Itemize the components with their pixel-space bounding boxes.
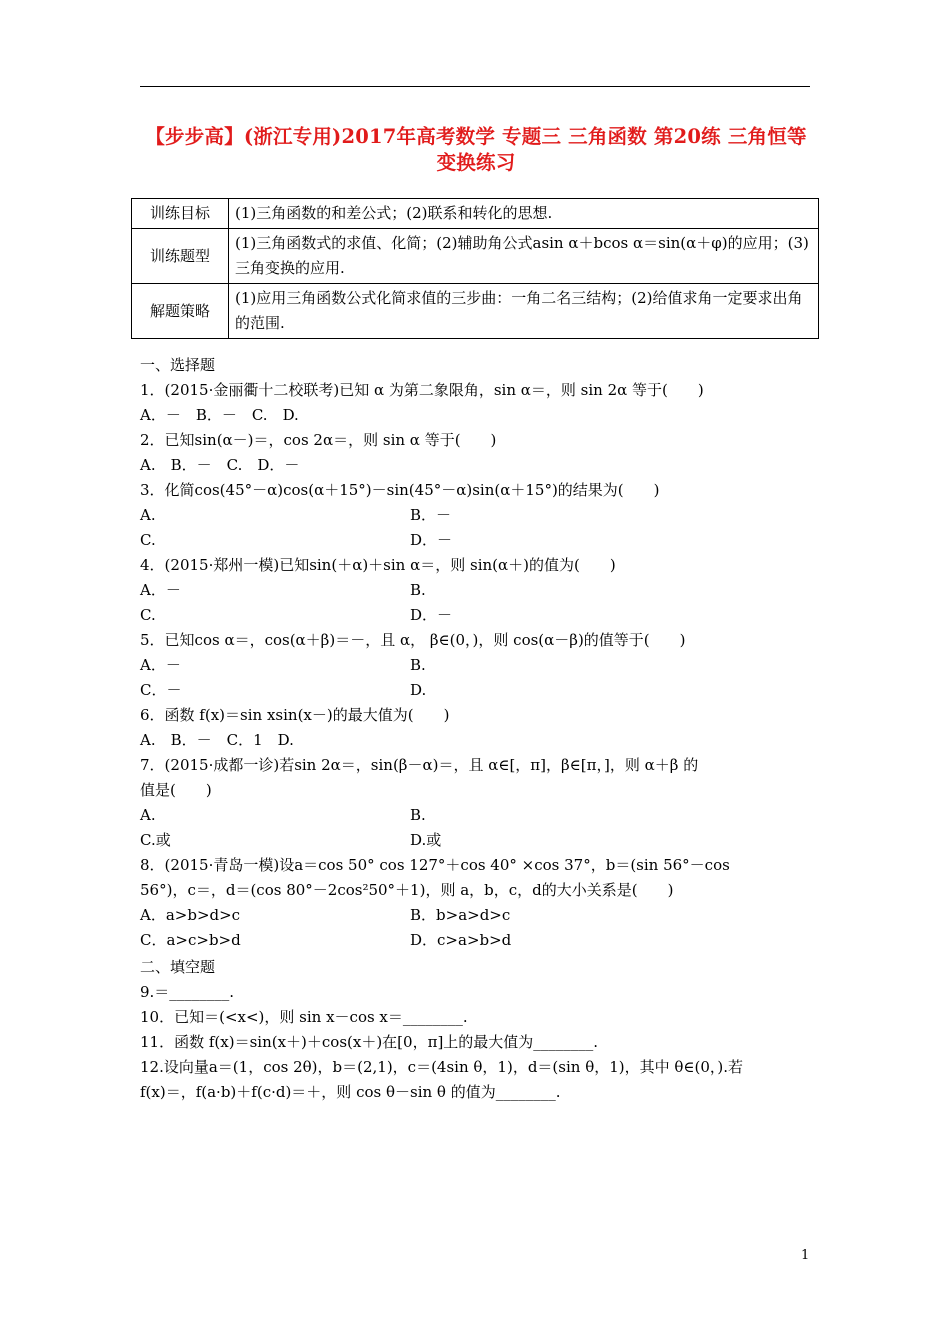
option-d: D．－ xyxy=(410,531,453,549)
question-7-line-1: 7．(2015·成都一诊)若sin 2α＝，sin(β－α)＝，且 α∈[，π]，β∈[π，]，则 α＋β 的 xyxy=(140,756,699,774)
option-d: D. xyxy=(410,681,427,699)
training-table xyxy=(131,198,819,339)
table-row xyxy=(132,229,819,284)
question-1: 1．(2015·金丽衢十二校联考)已知 α 为第二象限角，sin α＝，则 sin 2α 等于( ) xyxy=(140,381,704,399)
option-a: A．－ xyxy=(140,656,181,674)
question-6-options: A. B．－ C．1 D. xyxy=(140,731,294,749)
question-7-line-2: 值是( ) xyxy=(140,781,212,799)
table-row xyxy=(132,199,819,229)
option-a: A．－ xyxy=(140,581,181,599)
question-2-options: A. B．－ C. D．－ xyxy=(140,456,300,474)
question-12-line-1: 12.设向量a＝(1，cos 2θ)，b＝(2,1)，c＝(4sin θ，1)，d＝(sin θ，1)，其中 θ∈(0，).若 xyxy=(140,1058,744,1076)
option-b: B. xyxy=(410,656,426,674)
option-a: A. xyxy=(140,806,156,824)
option-b: B. xyxy=(410,581,426,599)
question-5: 5．已知cos α＝，cos(α＋β)＝－，且 α， β∈(0，)，则 cos(α－β)的值等于( ) xyxy=(140,631,686,649)
page-title: 【步步高】(浙江专用)2017年高考数学 专题三 三角函数 第20练 三角恒等变换练习 xyxy=(145,125,807,174)
question-3: 3．化简cos(45°－α)cos(α＋15°)－sin(45°－α)sin(α＋15°)的结果为( ) xyxy=(140,481,660,499)
question-12-line-2: f(x)＝，f(a·b)＋f(c·d)＝＋，则 cos θ－sin θ 的值为________. xyxy=(140,1083,561,1101)
option-c: C. xyxy=(140,606,156,624)
table-row xyxy=(132,284,819,339)
question-2: 2．已知sin(α－)＝，cos 2α＝，则 sin α 等于( ) xyxy=(140,431,497,449)
table-content: (1)三角函数的和差公式；(2)联系和转化的思想. xyxy=(229,199,819,229)
table-content: (1)三角函数式的求值、化简；(2)辅助角公式asin α＋bcos α＝sin(α＋φ)的应用；(3)三角变换的应用. xyxy=(229,229,819,284)
option-b: B．－ xyxy=(410,506,452,524)
option-c: C.或 xyxy=(140,831,171,849)
option-b: B．b>a>d>c xyxy=(410,906,511,924)
option-b: B. xyxy=(410,806,426,824)
header-rule xyxy=(140,86,810,87)
option-c: C．a>c>b>d xyxy=(140,931,241,949)
table-label: 训练题型 xyxy=(132,229,229,284)
option-d: D．c>a>b>d xyxy=(410,931,512,949)
option-c: C. xyxy=(140,531,156,549)
section-heading: 一、选择题 xyxy=(140,356,216,374)
option-d: D．－ xyxy=(410,606,453,624)
question-6: 6．函数 f(x)＝sin xsin(x－)的最大值为( ) xyxy=(140,706,450,724)
question-4: 4．(2015·郑州一模)已知sin(＋α)＋sin α＝，则 sin(α＋)的值为( ) xyxy=(140,556,616,574)
question-8-line-2: 56°)，c＝，d＝(cos 80°－2cos²50°＋1)，则 a，b，c，d的大小关系是( ) xyxy=(140,881,674,899)
question-1-options: A．－ B．－ C. D. xyxy=(140,406,299,424)
table-label: 解题策略 xyxy=(132,284,229,339)
option-a: A. xyxy=(140,506,156,524)
page-number: 1 xyxy=(801,1248,810,1263)
table-label: 训练目标 xyxy=(132,199,229,229)
question-9: 9.＝________. xyxy=(140,983,235,1001)
option-c: C．－ xyxy=(140,681,182,699)
option-a: A．a>b>d>c xyxy=(140,906,241,924)
option-d: D.或 xyxy=(410,831,442,849)
section-heading: 二、填空题 xyxy=(140,958,216,976)
question-11: 11．函数 f(x)＝sin(x＋)＋cos(x＋)在[0，π]上的最大值为________. xyxy=(140,1033,599,1051)
question-8-line-1: 8．(2015·青岛一模)设a＝cos 50° cos 127°＋cos 40° ×cos 37°，b＝(sin 56°－cos xyxy=(140,856,730,874)
table-content: (1)应用三角函数公式化简求值的三步曲：一角二名三结构；(2)给值求角一定要求出角的范围. xyxy=(229,284,819,339)
question-10: 10．已知＝(<x<)，则 sin x－cos x＝________. xyxy=(140,1008,468,1026)
